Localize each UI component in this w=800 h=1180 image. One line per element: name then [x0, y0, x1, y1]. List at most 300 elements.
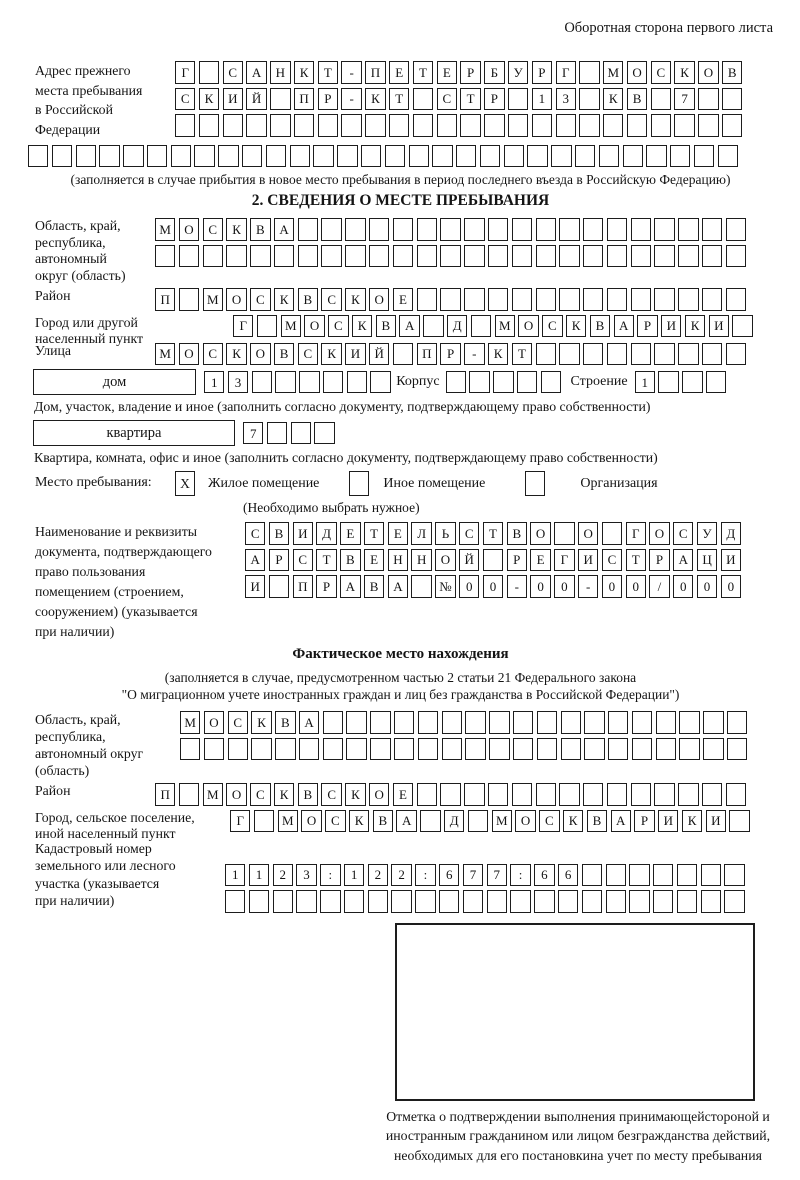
char-cell — [413, 88, 433, 111]
char-cell — [559, 245, 579, 268]
char-cell — [582, 864, 602, 887]
checkbox-inoe[interactable] — [349, 471, 369, 496]
char-cell: А — [274, 218, 294, 241]
char-cell: Р — [507, 549, 527, 572]
char-cell — [607, 288, 627, 311]
char-cell — [512, 218, 532, 241]
char-cell — [323, 371, 343, 394]
char-cell — [651, 114, 671, 137]
char-cell: А — [614, 315, 634, 338]
char-cell — [275, 738, 295, 761]
field-fact-oblast — [28, 711, 773, 779]
char-cell: М — [155, 218, 175, 241]
char-cell: П — [365, 61, 385, 84]
char-cell: К — [365, 88, 385, 111]
char-cell: У — [508, 61, 528, 84]
char-cell — [254, 810, 274, 833]
char-cell — [726, 245, 746, 268]
char-cell — [323, 711, 343, 734]
char-cell: К — [226, 343, 246, 366]
kvartira-caption: Квартира, комната, офис и иное (заполнить согласно документу, подтверждающему право собственности) — [34, 450, 658, 465]
field-label-raion: Район — [35, 288, 71, 303]
char-cell — [275, 371, 295, 394]
char-cell: О — [698, 61, 718, 84]
cells-row-kvartira — [243, 422, 338, 445]
char-cell — [298, 245, 318, 268]
char-cell: О — [515, 810, 535, 833]
char-cell: С — [250, 288, 270, 311]
opt-organizatsiya-label: Организация — [580, 476, 658, 491]
char-cell: В — [275, 711, 295, 734]
char-cell: П — [293, 575, 313, 598]
char-cell — [701, 864, 721, 887]
char-cell: 7 — [243, 422, 263, 445]
cells-row-prev-2 — [175, 88, 746, 111]
char-cell — [653, 890, 673, 913]
char-cell: С — [459, 522, 479, 545]
char-cell: 1 — [249, 864, 269, 887]
char-cell: К — [251, 711, 271, 734]
char-cell — [602, 522, 622, 545]
char-cell: У — [697, 522, 717, 545]
char-cell: - — [341, 61, 361, 84]
char-cell: Н — [270, 61, 290, 84]
char-cell: Г — [556, 61, 576, 84]
char-cell: М — [495, 315, 515, 338]
cells-row-doc-3 — [245, 575, 744, 598]
char-cell: Д — [316, 522, 336, 545]
char-cell: Ц — [697, 549, 717, 572]
char-cell: А — [340, 575, 360, 598]
char-cell — [726, 343, 746, 366]
char-cell — [269, 575, 289, 598]
char-cell — [28, 145, 48, 168]
char-cell — [556, 114, 576, 137]
char-cell — [583, 783, 603, 806]
char-cell — [732, 315, 752, 338]
char-cell: С — [325, 810, 345, 833]
char-cell: : — [510, 864, 530, 887]
char-cell: М — [155, 343, 175, 366]
char-cell: П — [417, 343, 437, 366]
char-cell — [468, 810, 488, 833]
char-cell: К — [352, 315, 372, 338]
char-cell — [469, 371, 489, 394]
char-cell — [718, 145, 738, 168]
char-cell — [678, 343, 698, 366]
char-cell: О — [179, 218, 199, 241]
field-label-fact-gorod: Город, сельское поселение, иной населенный пункт — [35, 809, 195, 841]
char-cell — [561, 738, 581, 761]
char-cell — [341, 114, 361, 137]
char-cell — [155, 245, 175, 268]
char-cell — [411, 575, 431, 598]
char-cell — [583, 245, 603, 268]
char-cell: О — [226, 783, 246, 806]
char-cell: О — [250, 343, 270, 366]
char-cell: О — [226, 288, 246, 311]
char-cell — [465, 738, 485, 761]
char-cell — [726, 783, 746, 806]
char-cell — [147, 145, 167, 168]
field-label-gorod: Город или другой населенный пункт — [35, 314, 144, 346]
char-cell — [298, 218, 318, 241]
char-cell — [440, 783, 460, 806]
char-cell — [607, 218, 627, 241]
char-cell: К — [603, 88, 623, 111]
char-cell: - — [507, 575, 527, 598]
char-cell: Т — [318, 61, 338, 84]
char-cell — [456, 145, 476, 168]
char-cell — [702, 218, 722, 241]
field-ulitsa — [28, 343, 773, 366]
char-cell — [513, 738, 533, 761]
opt-inoe-label: Иное помещение — [383, 476, 486, 491]
char-cell — [440, 245, 460, 268]
char-cell — [361, 145, 381, 168]
char-cell — [727, 738, 747, 761]
char-cell — [393, 245, 413, 268]
field-fact-gorod — [28, 809, 773, 841]
char-cell — [512, 245, 532, 268]
char-cell: С — [651, 61, 671, 84]
char-cell — [290, 145, 310, 168]
char-cell — [257, 315, 277, 338]
char-cell — [632, 711, 652, 734]
char-cell — [179, 783, 199, 806]
cells-row-prev-4 — [28, 145, 773, 168]
char-cell — [344, 890, 364, 913]
char-cell: Т — [483, 522, 503, 545]
char-cell — [702, 288, 722, 311]
char-cell: О — [435, 549, 455, 572]
char-cell — [559, 218, 579, 241]
char-cell — [409, 145, 429, 168]
char-cell: Г — [233, 315, 253, 338]
char-cell — [682, 371, 702, 394]
char-cell: О — [179, 343, 199, 366]
char-cell — [123, 145, 143, 168]
char-cell: Н — [388, 549, 408, 572]
char-cell: И — [345, 343, 365, 366]
char-cell: Т — [364, 522, 384, 545]
char-cell — [228, 738, 248, 761]
char-cell — [488, 245, 508, 268]
char-cell: М — [203, 783, 223, 806]
char-cell: В — [507, 522, 527, 545]
cells-row-kadastr-1 — [225, 864, 748, 887]
confirmation-mark-box — [395, 923, 755, 1101]
kvartira-box: квартира — [33, 420, 235, 446]
char-cell: Т — [316, 549, 336, 572]
char-cell — [631, 288, 651, 311]
char-cell — [701, 890, 721, 913]
fact-subtitle-2: "О миграционном учете иностранных граждан и лиц без гражданства в Российской Федерации") — [121, 687, 680, 702]
char-cell: О — [301, 810, 321, 833]
char-cell — [464, 245, 484, 268]
char-cell — [76, 145, 96, 168]
char-cell — [393, 343, 413, 366]
char-cell: Т — [460, 88, 480, 111]
char-cell — [678, 245, 698, 268]
section2-title: 2. СВЕДЕНИЯ О МЕСТЕ ПРЕБЫВАНИЯ — [251, 192, 550, 209]
char-cell — [654, 783, 674, 806]
char-cell — [706, 371, 726, 394]
char-cell: К — [345, 783, 365, 806]
mark-box-caption: Отметка о подтверждении выполнения принимающейстороной и иностранным гражданином или лицом безгражданства действий, необходимых для его постановкина учет по месту пребывания — [385, 1108, 771, 1163]
char-cell — [579, 114, 599, 137]
char-cell: Г — [626, 522, 646, 545]
cells-row-kadastr-2 — [225, 890, 748, 913]
char-cell: С — [437, 88, 457, 111]
cells-row-korpus — [446, 371, 565, 394]
char-cell — [242, 145, 262, 168]
corner-note: Оборотная сторона первого листа — [564, 20, 773, 36]
char-cell: 2 — [273, 864, 293, 887]
char-cell — [487, 890, 507, 913]
char-cell: 6 — [439, 864, 459, 887]
char-cell — [417, 245, 437, 268]
char-cell — [385, 145, 405, 168]
char-cell — [99, 145, 119, 168]
char-cell: В — [269, 522, 289, 545]
char-cell: М — [203, 288, 223, 311]
char-cell: Т — [626, 549, 646, 572]
char-cell — [180, 738, 200, 761]
char-cell: И — [223, 88, 243, 111]
char-cell — [250, 245, 270, 268]
char-cell — [267, 422, 287, 445]
char-cell — [274, 245, 294, 268]
field-dom — [33, 369, 773, 395]
char-cell: 3 — [228, 371, 248, 394]
char-cell: В — [364, 575, 384, 598]
char-cell — [599, 145, 619, 168]
char-cell: В — [722, 61, 742, 84]
char-cell — [346, 711, 366, 734]
field-label-fact-oblast: Область, край, республика, автономный округ (область) — [35, 712, 144, 778]
char-cell: Р — [460, 61, 480, 84]
char-cell: - — [341, 88, 361, 111]
char-cell: 1 — [635, 371, 655, 394]
char-cell — [631, 343, 651, 366]
char-cell — [532, 114, 552, 137]
cells-row-fact-raion — [155, 783, 750, 806]
char-cell — [440, 218, 460, 241]
char-cell — [321, 218, 341, 241]
field-doc — [28, 522, 773, 642]
char-cell: Д — [444, 810, 464, 833]
char-cell: К — [321, 343, 341, 366]
char-cell — [464, 783, 484, 806]
char-cell: С — [328, 315, 348, 338]
char-cell: С — [175, 88, 195, 111]
char-cell — [483, 549, 503, 572]
char-cell: Е — [388, 522, 408, 545]
char-cell: - — [464, 343, 484, 366]
char-cell — [508, 114, 528, 137]
cells-row-fact-oblast-2 — [180, 738, 751, 761]
char-cell — [314, 422, 334, 445]
char-cell: Й — [246, 88, 266, 111]
char-cell — [369, 245, 389, 268]
char-cell: В — [298, 288, 318, 311]
char-cell — [175, 114, 195, 137]
char-cell — [510, 890, 530, 913]
char-cell: М — [281, 315, 301, 338]
char-cell — [677, 890, 697, 913]
dom-box: дом — [33, 369, 196, 395]
char-cell — [724, 890, 744, 913]
char-cell: - — [578, 575, 598, 598]
field-fact-raion — [28, 783, 773, 806]
char-cell: Е — [340, 522, 360, 545]
char-cell: К — [274, 288, 294, 311]
char-cell: О — [578, 522, 598, 545]
char-cell — [323, 738, 343, 761]
char-cell: 6 — [558, 864, 578, 887]
cells-row-fact-oblast-1 — [180, 711, 751, 734]
char-cell: К — [563, 810, 583, 833]
char-cell: С — [250, 783, 270, 806]
char-cell: Т — [512, 343, 532, 366]
field-label-oblast: Область, край, республика, автономный округ (область) — [35, 218, 126, 283]
char-cell: С — [298, 343, 318, 366]
char-cell: Е — [389, 61, 409, 84]
char-cell: М — [278, 810, 298, 833]
cells-row-doc-1 — [245, 522, 744, 545]
char-cell — [536, 288, 556, 311]
char-cell — [606, 864, 626, 887]
char-cell — [417, 288, 437, 311]
char-cell — [629, 890, 649, 913]
char-cell — [471, 315, 491, 338]
char-cell: К — [345, 288, 365, 311]
char-cell — [722, 88, 742, 111]
char-cell — [551, 145, 571, 168]
field-label-prev-address: Адрес прежнего места пребывания в Российской Федерации — [35, 63, 143, 137]
char-cell: С — [223, 61, 243, 84]
cells-row-prev-3 — [175, 114, 746, 137]
field-label-fact-raion: Район — [35, 783, 71, 798]
char-cell: В — [250, 218, 270, 241]
field-mesto-prebyvaniya — [28, 471, 773, 496]
char-cell: Е — [393, 288, 413, 311]
char-cell — [698, 114, 718, 137]
char-cell — [418, 711, 438, 734]
char-cell: И — [709, 315, 729, 338]
char-cell — [656, 711, 676, 734]
char-cell — [726, 288, 746, 311]
char-cell — [582, 890, 602, 913]
char-cell — [702, 245, 722, 268]
char-cell: Р — [269, 549, 289, 572]
checkbox-organizatsiya[interactable] — [525, 471, 545, 496]
char-cell: : — [320, 864, 340, 887]
char-cell: К — [566, 315, 586, 338]
char-cell — [480, 145, 500, 168]
char-cell — [489, 711, 509, 734]
char-cell — [537, 711, 557, 734]
char-cell — [559, 783, 579, 806]
char-cell — [365, 114, 385, 137]
char-cell: О — [204, 711, 224, 734]
char-cell — [575, 145, 595, 168]
char-cell — [299, 738, 319, 761]
char-cell — [517, 371, 537, 394]
char-cell: И — [578, 549, 598, 572]
char-cell — [603, 114, 623, 137]
char-cell: Й — [459, 549, 479, 572]
opt-zhiloe-label: Жилое помещение — [208, 476, 320, 491]
char-cell — [393, 218, 413, 241]
char-cell: С — [203, 343, 223, 366]
field-gorod — [28, 314, 773, 346]
char-cell — [423, 315, 443, 338]
char-cell: Д — [447, 315, 467, 338]
char-cell — [223, 114, 243, 137]
char-cell — [391, 890, 411, 913]
char-cell: Й — [369, 343, 389, 366]
cells-row-oblast-2 — [155, 245, 750, 268]
char-cell — [437, 114, 457, 137]
korpus-label: Корпус — [396, 374, 440, 389]
char-cell: Ь — [435, 522, 455, 545]
char-cell — [415, 890, 435, 913]
checkbox-zhiloe[interactable]: X — [175, 471, 195, 496]
char-cell — [674, 114, 694, 137]
char-cell: Р — [649, 549, 669, 572]
char-cell: 1 — [204, 371, 224, 394]
char-cell — [584, 711, 604, 734]
char-cell: Е — [437, 61, 457, 84]
char-cell: К — [199, 88, 219, 111]
char-cell — [583, 343, 603, 366]
char-cell: А — [396, 810, 416, 833]
char-cell: К — [274, 783, 294, 806]
char-cell — [631, 783, 651, 806]
char-cell: В — [627, 88, 647, 111]
char-cell — [370, 371, 390, 394]
char-cell: Т — [413, 61, 433, 84]
cells-row-fact-gorod — [230, 810, 753, 833]
field-kadastr — [28, 838, 773, 917]
char-cell: 7 — [463, 864, 483, 887]
char-cell — [654, 218, 674, 241]
char-cell — [703, 711, 723, 734]
char-cell — [537, 738, 557, 761]
char-cell — [508, 88, 528, 111]
char-cell — [527, 145, 547, 168]
char-cell — [442, 711, 462, 734]
char-cell — [204, 738, 224, 761]
char-cell — [632, 738, 652, 761]
char-cell — [654, 245, 674, 268]
char-cell: 0 — [673, 575, 693, 598]
char-cell — [417, 218, 437, 241]
char-cell — [418, 738, 438, 761]
char-cell — [442, 738, 462, 761]
cells-row-ulitsa — [155, 343, 750, 366]
field-label-doc: Наименование и реквизиты документа, подтверждающего право пользования помещением (строением, сооружением) (указывается при наличии) — [35, 524, 212, 639]
char-cell: А — [299, 711, 319, 734]
char-cell — [607, 245, 627, 268]
char-cell: П — [155, 288, 175, 311]
char-cell — [465, 711, 485, 734]
char-cell: Р — [318, 88, 338, 111]
char-cell — [440, 288, 460, 311]
char-cell: О — [530, 522, 550, 545]
